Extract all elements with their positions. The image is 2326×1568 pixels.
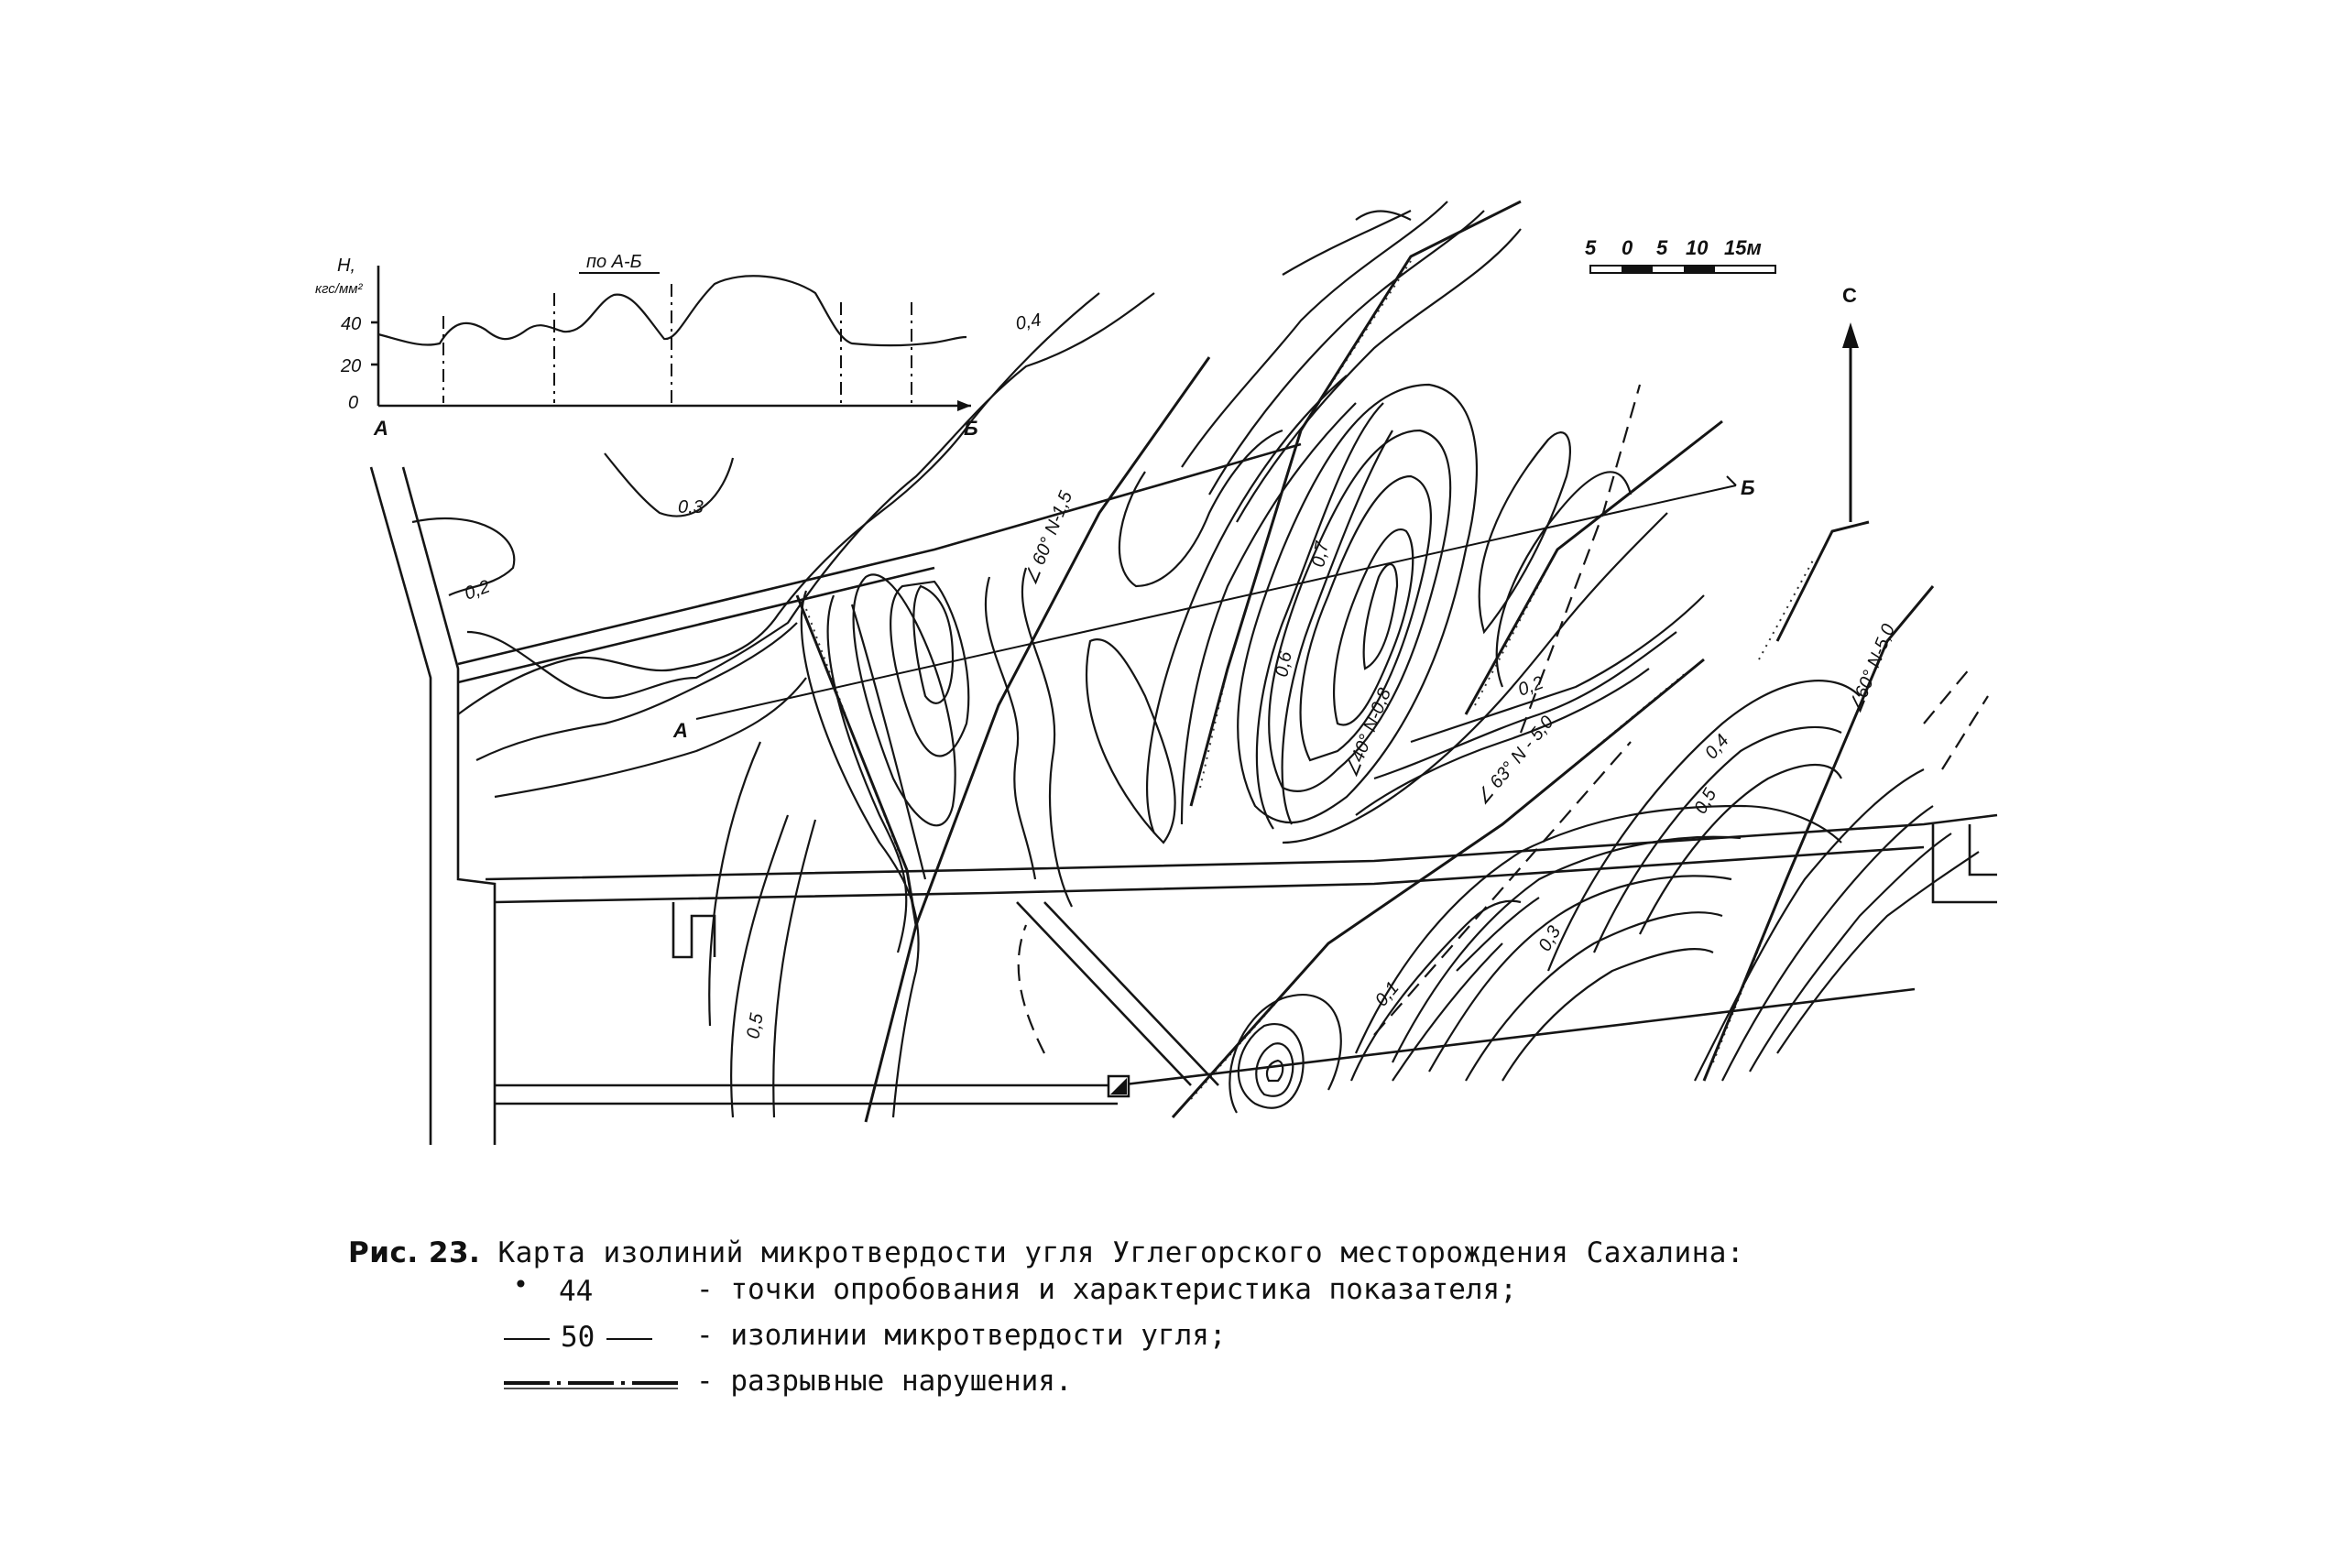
- profile-start-label: А: [374, 417, 388, 440]
- scale-label-15m: 15м: [1724, 236, 1762, 259]
- scale-label-0: 0: [1622, 236, 1633, 259]
- iso-label-05b: 0,5: [1690, 785, 1721, 818]
- profile-tick-0: 0: [348, 393, 359, 413]
- caption-title-row: [348, 1236, 2180, 1269]
- scale-label-5a: 5: [1585, 236, 1597, 259]
- profile-axis-unit: кгс/мм²: [315, 281, 363, 297]
- profile-title: по А-Б: [586, 252, 642, 272]
- section-end-label: Б: [1741, 476, 1755, 499]
- caption-title: Карта изолиний микротвердости угля Углегорского месторождения Сахалина:: [497, 1236, 1745, 1269]
- scale-label-5b: 5: [1656, 236, 1668, 259]
- legend-isoline-value: 50: [561, 1321, 595, 1354]
- iso-label-02: 0,2: [462, 576, 493, 604]
- iso-label-04: 0,4: [1014, 310, 1043, 334]
- section-line: [672, 476, 1755, 742]
- scale-bar: [1585, 236, 1775, 273]
- legend-symbol-sampling: • 44: [513, 1269, 594, 1308]
- section-start-label: А: [673, 719, 688, 742]
- profile-tick-40: 40: [341, 314, 362, 334]
- profile-inset: [315, 252, 978, 440]
- mine-workings: [371, 444, 1997, 1145]
- profile-tick-20: 20: [341, 356, 362, 376]
- legend-symbol-fault: [504, 1367, 687, 1403]
- iso-label-04b: 0,4: [1700, 730, 1733, 764]
- legend-desc-sampling: - точки опробования и характеристика показателя;: [696, 1273, 1517, 1306]
- legend-row-isoline: [348, 1319, 2180, 1361]
- iso-label-06: 0,6: [1272, 649, 1296, 679]
- legend-row-fault: [348, 1365, 2180, 1407]
- north-arrow-icon: [1842, 284, 1859, 522]
- scale-label-10: 10: [1686, 236, 1709, 259]
- caption-prefix: Рис. 23.: [348, 1236, 481, 1269]
- legend-desc-fault: - разрывные нарушения.: [696, 1365, 1073, 1398]
- iso-label-02b: 0,2: [1515, 672, 1546, 701]
- profile-axis-h: H,: [337, 256, 355, 276]
- iso-label-05: 0,5: [743, 1011, 768, 1040]
- fault-label-3: ∠ 63° N - 5,0: [1471, 712, 1558, 810]
- fault-label-1: ∠ 60° N-1,5: [1021, 488, 1077, 588]
- profile-end-label: Б: [964, 417, 978, 440]
- iso-label-01: 0,1: [1370, 977, 1403, 1011]
- legend-row-sampling: [348, 1269, 2180, 1315]
- fault-label-2: ∠40° N-0,8: [1341, 685, 1396, 780]
- fault-label-4: ∠60° N-5,0: [1845, 621, 1900, 716]
- iso-label-03b: 0,3: [1534, 922, 1566, 955]
- legend-sampling-value: 44: [559, 1275, 594, 1308]
- iso-label-03: 0,3: [678, 497, 704, 517]
- fault-labels: [1021, 488, 1899, 810]
- north-label: С: [1842, 284, 1857, 307]
- figure-caption: [348, 1236, 2180, 1407]
- profile-axis-arrow: [957, 400, 971, 411]
- iso-label-07: 0,7: [1308, 539, 1333, 569]
- legend-symbol-isoline: [504, 1321, 687, 1357]
- legend-desc-isoline: - изолинии микротвердости угля;: [696, 1319, 1227, 1352]
